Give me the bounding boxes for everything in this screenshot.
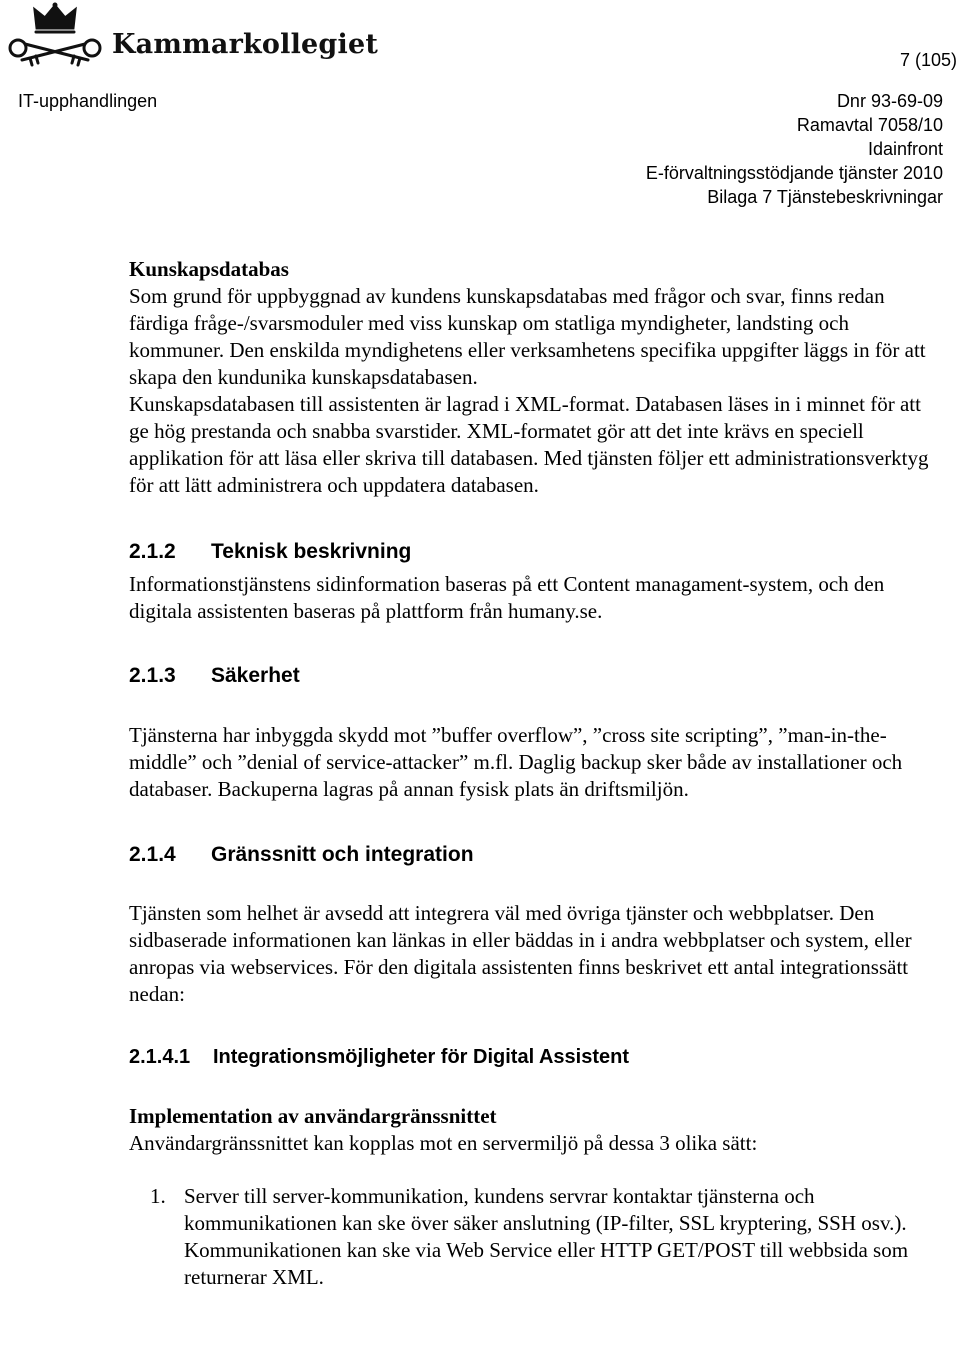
subheading-kunskapsdatabas: Kunskapsdatabas [129,257,289,281]
heading-gransnitt-integration [129,841,929,868]
heading-title: Integrationsmöjligheter för Digital Assistent [213,1046,629,1068]
heading-number: 2.1.4 [129,843,176,866]
page-number: 7 (105) [899,50,957,70]
heading-sakerhet [129,662,929,689]
integration-methods-list [129,1183,929,1291]
logo-text: Kammarkollegiet [112,28,379,60]
heading-title: Teknisk beskrivning [211,540,412,563]
header-appendix: Bilaga 7 Tjänstebeskrivningar [707,187,943,207]
paragraph-sakerhet: Tjänsterna har inbyggda skydd mot ”buffer overflow”, ”cross site scripting”, ”man-in-the-middle” och ”denial of service-attacker” m.fl. Daglig backup sker både av installationer och databaser. Backuperna lagras på annan fysisk plats än driftsmiljön. [129,723,903,801]
heading-number: 2.1.4.1 [129,1046,191,1068]
heading-number: 2.1.2 [129,540,176,563]
heading-title: Säkerhet [211,664,300,687]
header-left-title: IT-upphandlingen [18,91,158,111]
paragraph-gransnitt-integration: Tjänsten som helhet är avsedd att integrera väl med övriga tjänster och webbplatser. Den sidbaserade informationen kan länkas in eller bäddas in i andra webbplatser och system, eller anropas via webservices. För den digitala assistenten finns beskrivet ett antal integrationssätt nedan: [129,901,912,1006]
paragraph-kunskapsdatabas-1: Som grund för uppbyggnad av kundens kunskapsdatabas med frågor och svar, finns redan färdiga fråge-/svarsmoduler med viss kunskap om statliga myndigheter, landsting och kommuner. Den enskilda myndighetens eller verksamhetens specifika uppgifter läggs in för att skapa den kundunika kunskapsdatabasen. [129,284,926,389]
heading-number: 2.1.3 [129,664,176,687]
header-ramavtal: Ramavtal 7058/10 [796,115,943,135]
list-item [129,1183,929,1291]
header-category: E-förvaltningsstödjande tjänster 2010 [645,163,943,183]
header-reference-block [646,89,943,209]
document-body [129,256,929,1291]
crown-keys-emblem-icon [4,2,106,68]
paragraph-teknisk-beskrivning: Informationstjänstens sidinformation baseras på ett Content managament-system, och den digitala assistenten baseras på plattform från humany.se. [129,572,885,623]
heading-teknisk-beskrivning [129,538,929,565]
heading-title: Gränssnitt och integration [211,843,474,866]
list-item-number: 1. [150,1184,166,1208]
kammarkollegiet-logo [4,2,378,68]
subheading-implementation: Implementation av användargränssnittet [129,1104,497,1128]
header-supplier: Idainfront [867,139,943,159]
paragraph-kunskapsdatabas-2: Kunskapsdatabasen till assistenten är lagrad i XML-format. Databasen läses in i minnet för att ge hög prestanda och snabba svarstider. XML-formatet gör att det inte krävs en speciell applikation för att läsa eller skriva till databasen. Med tjänsten följer ett administrationsverktyg för att lätt administrera och uppdatera databasen. [129,392,929,497]
header-dnr: Dnr 93-69-09 [836,91,943,111]
list-item-text: Server till server-kommunikation, kundens servrar kontaktar tjänsterna och kommunikationen kan ske över säker anslutning (IP-filter, SSL kryptering, SSH osv.). Kommunikationen kan ske via Web Service eller HTTP GET/POST till webbsida som returnerar XML. [184,1184,909,1289]
heading-integrationsmojligheter [129,1044,929,1071]
paragraph-implementation: Användargränssnittet kan kopplas mot en servermiljö på dessa 3 olika sätt: [129,1131,758,1155]
